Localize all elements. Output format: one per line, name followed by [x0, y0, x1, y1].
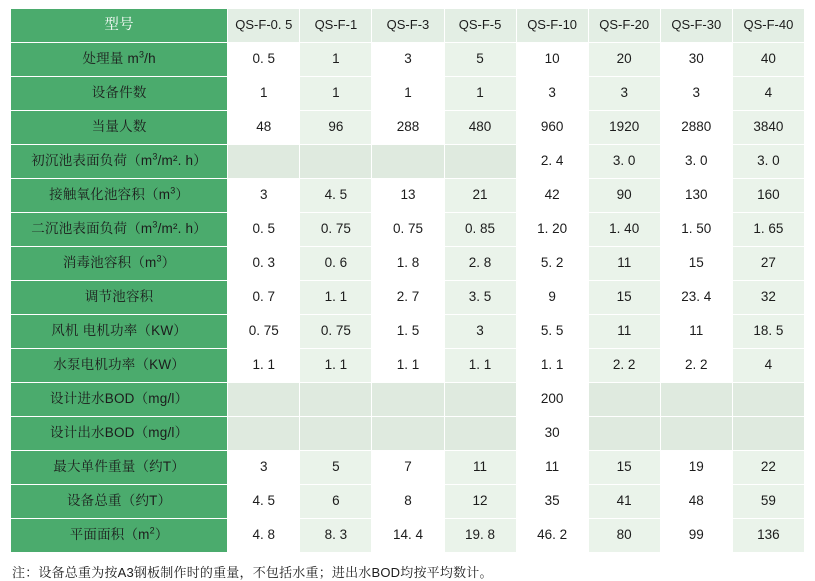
data-cell: 19 — [660, 451, 732, 485]
data-cell: 15 — [588, 451, 660, 485]
data-cell-empty — [300, 145, 372, 179]
data-cell: 6 — [300, 485, 372, 519]
data-cell: 0. 75 — [228, 315, 300, 349]
row-label-cell — [11, 451, 228, 485]
data-cell: 1920 — [588, 111, 660, 145]
data-cell: 13 — [372, 179, 444, 213]
row-label-cell — [11, 145, 228, 179]
row-label-cell — [11, 179, 228, 213]
table-row — [11, 145, 805, 179]
data-cell: 1. 1 — [300, 349, 372, 383]
data-cell: 10 — [516, 43, 588, 77]
data-cell-empty — [300, 383, 372, 417]
data-cell: 19. 8 — [444, 519, 516, 553]
data-cell: 3. 0 — [660, 145, 732, 179]
data-cell: 12 — [444, 485, 516, 519]
data-cell: 5. 2 — [516, 247, 588, 281]
data-cell: 130 — [660, 179, 732, 213]
data-cell: 1 — [300, 43, 372, 77]
row-label-suffix: /m². h） — [157, 221, 207, 237]
data-cell: 23. 4 — [660, 281, 732, 315]
data-cell: 4. 5 — [300, 179, 372, 213]
data-cell: 3 — [516, 77, 588, 111]
row-label-text: 初沉池表面负荷（m — [31, 153, 153, 169]
data-cell: 21 — [444, 179, 516, 213]
row-label-cell — [11, 213, 228, 247]
row-label-cell — [11, 383, 228, 417]
data-cell: 1 — [300, 77, 372, 111]
data-cell: 960 — [516, 111, 588, 145]
data-cell: 1. 1 — [372, 349, 444, 383]
data-cell-empty — [300, 417, 372, 451]
data-cell: 1. 20 — [516, 213, 588, 247]
data-cell: 80 — [588, 519, 660, 553]
data-cell: 0. 75 — [372, 213, 444, 247]
data-cell: 15 — [660, 247, 732, 281]
data-cell-empty — [732, 383, 804, 417]
specification-table — [10, 8, 805, 553]
header-model-cell: QS-F-40 — [732, 9, 804, 43]
data-cell: 288 — [372, 111, 444, 145]
data-cell-empty — [444, 417, 516, 451]
data-cell-empty — [660, 383, 732, 417]
data-cell: 7 — [372, 451, 444, 485]
data-cell: 5 — [444, 43, 516, 77]
header-model-cell: QS-F-0. 5 — [228, 9, 300, 43]
data-cell: 3840 — [732, 111, 804, 145]
data-cell: 5. 5 — [516, 315, 588, 349]
data-cell: 20 — [588, 43, 660, 77]
table-row — [11, 349, 805, 383]
data-cell: 1 — [444, 77, 516, 111]
row-label-text: 设计出水BOD（mg/l） — [49, 425, 189, 441]
data-cell: 3 — [372, 43, 444, 77]
row-label-text: 设备件数 — [91, 85, 147, 101]
data-cell: 96 — [300, 111, 372, 145]
data-cell: 59 — [732, 485, 804, 519]
data-cell: 136 — [732, 519, 804, 553]
data-cell: 3 — [228, 451, 300, 485]
data-cell: 32 — [732, 281, 804, 315]
header-model-cell: QS-F-20 — [588, 9, 660, 43]
table-row — [11, 451, 805, 485]
table-row — [11, 383, 805, 417]
data-cell: 3. 0 — [588, 145, 660, 179]
row-label-cell — [11, 111, 228, 145]
data-cell: 2. 2 — [588, 349, 660, 383]
data-cell: 9 — [516, 281, 588, 315]
table-row — [11, 519, 805, 553]
data-cell: 1. 50 — [660, 213, 732, 247]
data-cell-empty — [372, 383, 444, 417]
data-cell: 99 — [660, 519, 732, 553]
row-label-cell — [11, 247, 228, 281]
data-cell: 90 — [588, 179, 660, 213]
table-body — [11, 9, 805, 553]
data-cell: 0. 75 — [300, 315, 372, 349]
data-cell: 8. 3 — [300, 519, 372, 553]
data-cell: 1 — [372, 77, 444, 111]
data-cell: 1 — [228, 77, 300, 111]
row-label-text: 调节池容积 — [84, 289, 154, 305]
data-cell: 160 — [732, 179, 804, 213]
header-model-cell: QS-F-10 — [516, 9, 588, 43]
data-cell: 11 — [588, 315, 660, 349]
data-cell: 1. 8 — [372, 247, 444, 281]
data-cell: 0. 3 — [228, 247, 300, 281]
table-row — [11, 417, 805, 451]
data-cell-empty — [228, 145, 300, 179]
data-cell: 42 — [516, 179, 588, 213]
data-cell: 1. 65 — [732, 213, 804, 247]
table-row — [11, 213, 805, 247]
data-cell: 40 — [732, 43, 804, 77]
row-label-cell — [11, 485, 228, 519]
row-label-text: 风机 电机功率（KW） — [51, 323, 187, 339]
data-cell: 2. 4 — [516, 145, 588, 179]
data-cell: 1. 40 — [588, 213, 660, 247]
row-label-superscript: 2 — [149, 525, 155, 536]
data-cell-empty — [228, 417, 300, 451]
data-cell: 0. 5 — [228, 213, 300, 247]
data-cell: 46. 2 — [516, 519, 588, 553]
data-cell: 11 — [660, 315, 732, 349]
row-label-text: 设计进水BOD（mg/l） — [49, 391, 189, 407]
data-cell-empty — [444, 383, 516, 417]
row-label-suffix: ） — [175, 187, 190, 203]
row-label-cell — [11, 417, 228, 451]
row-label-text: 设备总重（约T） — [66, 493, 172, 509]
data-cell: 2. 7 — [372, 281, 444, 315]
data-cell: 35 — [516, 485, 588, 519]
data-cell: 1. 1 — [300, 281, 372, 315]
table-row — [11, 179, 805, 213]
data-cell: 1. 1 — [444, 349, 516, 383]
row-label-superscript: 3 — [170, 185, 176, 196]
data-cell-empty — [372, 145, 444, 179]
data-cell: 11 — [588, 247, 660, 281]
row-label-superscript: 3 — [152, 219, 158, 230]
data-cell: 8 — [372, 485, 444, 519]
row-label-cell — [11, 315, 228, 349]
data-cell: 48 — [228, 111, 300, 145]
data-cell: 22 — [732, 451, 804, 485]
data-cell: 4 — [732, 349, 804, 383]
data-cell: 4. 8 — [228, 519, 300, 553]
data-cell-empty — [588, 383, 660, 417]
row-label-text: 最大单件重量（约T） — [53, 459, 185, 475]
data-cell: 0. 85 — [444, 213, 516, 247]
row-label-suffix: ） — [154, 527, 169, 543]
data-cell: 1. 5 — [372, 315, 444, 349]
data-cell: 5 — [300, 451, 372, 485]
data-cell: 11 — [444, 451, 516, 485]
row-label-suffix: ） — [161, 255, 176, 271]
row-label-cell — [11, 349, 228, 383]
table-row — [11, 315, 805, 349]
header-model-cell: QS-F-5 — [444, 9, 516, 43]
data-cell: 3. 5 — [444, 281, 516, 315]
row-label-text: 接触氧化池容积（m — [49, 187, 171, 203]
data-cell-empty — [228, 383, 300, 417]
row-label-superscript: 3 — [138, 49, 145, 60]
data-cell: 30 — [516, 417, 588, 451]
data-cell: 1. 1 — [228, 349, 300, 383]
data-cell-empty — [660, 417, 732, 451]
header-label-cell: 型号 — [11, 9, 228, 43]
row-label-text: 处理量 m — [82, 51, 139, 67]
data-cell: 4 — [732, 77, 804, 111]
row-label-cell — [11, 281, 228, 315]
data-cell: 15 — [588, 281, 660, 315]
data-cell: 1. 1 — [516, 349, 588, 383]
row-label-cell — [11, 77, 228, 111]
data-cell: 2. 2 — [660, 349, 732, 383]
data-cell: 4. 5 — [228, 485, 300, 519]
row-label-text: 水泵电机功率（KW） — [53, 357, 185, 373]
row-label-cell — [11, 43, 228, 77]
data-cell: 14. 4 — [372, 519, 444, 553]
footnote: 注：设备总重为按A3钢板制作时的重量，不包括水重；进出水BOD均按平均数计。 — [12, 565, 493, 580]
row-label-suffix: /m². h） — [157, 153, 207, 169]
data-cell: 41 — [588, 485, 660, 519]
data-cell-empty — [444, 145, 516, 179]
data-cell: 0. 75 — [300, 213, 372, 247]
data-cell: 2880 — [660, 111, 732, 145]
row-label-text: 当量人数 — [91, 119, 147, 135]
data-cell: 3 — [444, 315, 516, 349]
data-cell: 27 — [732, 247, 804, 281]
header-model-cell: QS-F-1 — [300, 9, 372, 43]
row-label-text: 平面面积（m — [69, 527, 150, 543]
data-cell-empty — [372, 417, 444, 451]
data-cell: 480 — [444, 111, 516, 145]
header-model-cell: QS-F-3 — [372, 9, 444, 43]
table-row — [11, 485, 805, 519]
row-label-text: 二沉池表面负荷（m — [31, 221, 153, 237]
data-cell: 0. 7 — [228, 281, 300, 315]
row-label-superscript: 3 — [152, 151, 158, 162]
data-cell: 0. 5 — [228, 43, 300, 77]
table-row — [11, 43, 805, 77]
row-label-text: 消毒池容积（m — [62, 255, 157, 271]
data-cell: 3 — [660, 77, 732, 111]
header-model-cell: QS-F-30 — [660, 9, 732, 43]
data-cell: 30 — [660, 43, 732, 77]
data-cell: 3. 0 — [732, 145, 804, 179]
table-row — [11, 281, 805, 315]
data-cell: 0. 6 — [300, 247, 372, 281]
data-cell: 3 — [588, 77, 660, 111]
data-cell: 200 — [516, 383, 588, 417]
table-row — [11, 77, 805, 111]
data-cell: 48 — [660, 485, 732, 519]
row-label-superscript: 3 — [156, 253, 162, 264]
table-row — [11, 247, 805, 281]
table-header-row — [11, 9, 805, 43]
row-label-suffix: /h — [144, 51, 156, 67]
data-cell: 18. 5 — [732, 315, 804, 349]
data-cell: 11 — [516, 451, 588, 485]
data-cell: 2. 8 — [444, 247, 516, 281]
data-cell-empty — [588, 417, 660, 451]
data-cell: 3 — [228, 179, 300, 213]
table-row — [11, 111, 805, 145]
row-label-cell — [11, 519, 228, 553]
data-cell-empty — [732, 417, 804, 451]
